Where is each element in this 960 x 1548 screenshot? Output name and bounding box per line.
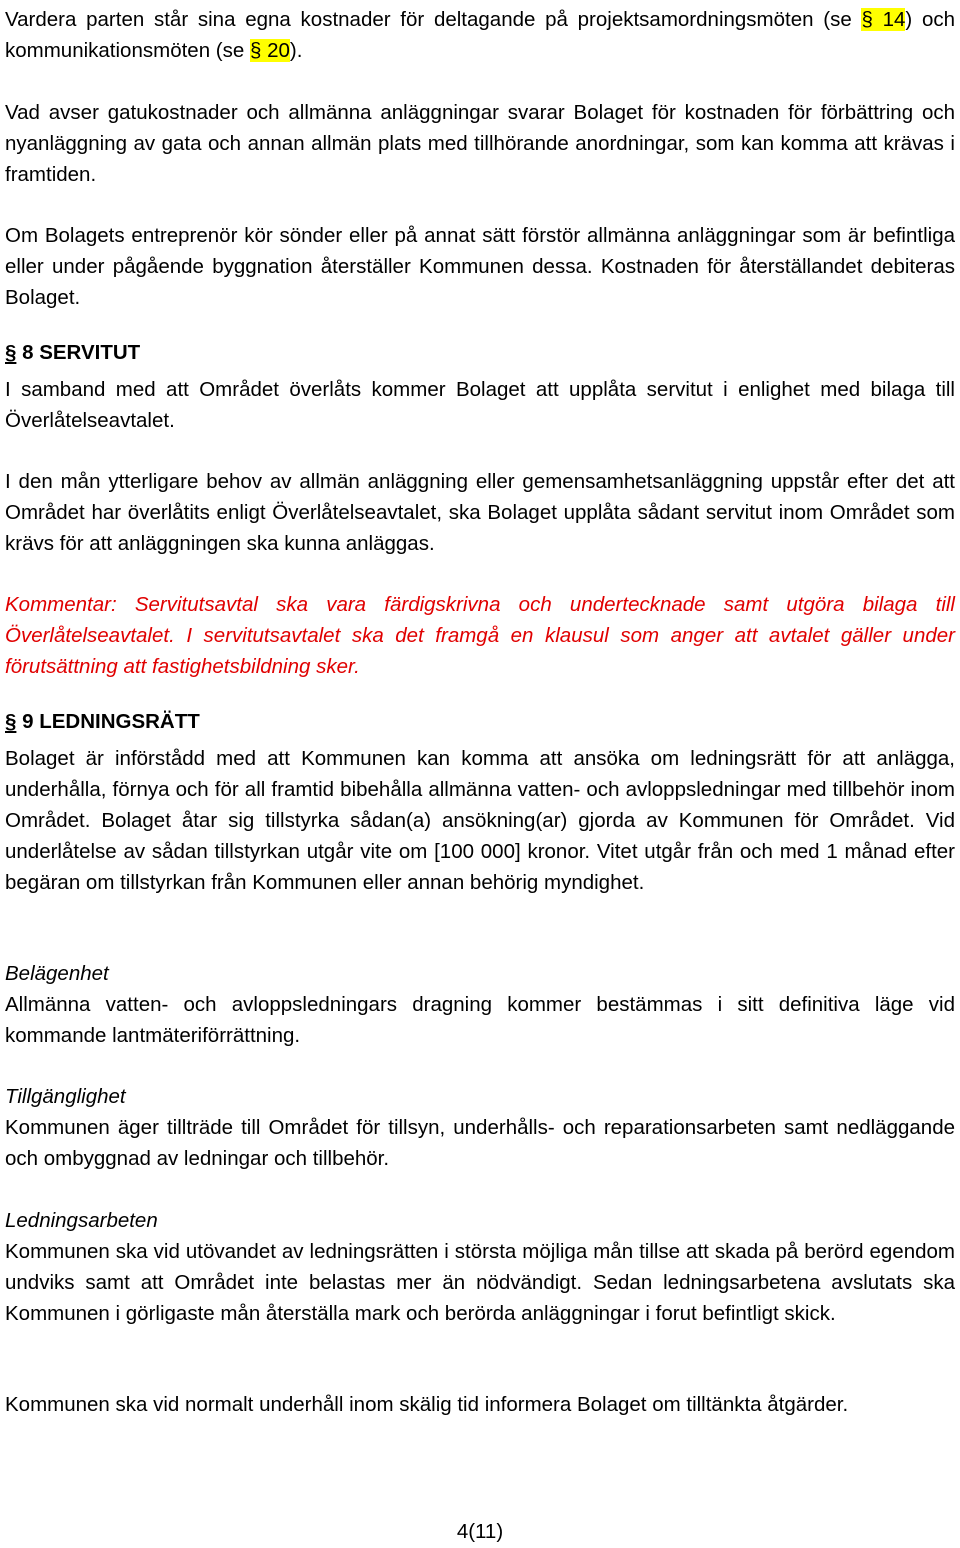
paragraph-text: ) och kommunikationsmöten (se xyxy=(5,8,955,62)
paragraph-servitude-grant: I samband med att Området överlåts kommer Bolaget att upplåta servitut i enlighet med bilaga till Överlåtelseavtalet. xyxy=(5,378,955,432)
subheading-access: Tillgänglighet xyxy=(5,1085,126,1108)
section-heading-8 xyxy=(5,337,140,368)
section-symbol: § xyxy=(5,710,17,733)
paragraph-additional-servitude: I den mån ytterligare behov av allmän anläggning eller gemensamhetsanläggning uppstår efter det att Området har överlåtits enligt Överlåtelseavtalet, ska Bolaget upplåta sådant servitut inom Området som krävs för att anläggningen ska kunna anläggas. xyxy=(5,470,955,555)
section-symbol: § xyxy=(5,341,17,364)
paragraph-notification: Kommunen ska vid normalt underhåll inom skälig tid informera Bolaget om tilltänkta åtgärder. xyxy=(5,1393,849,1416)
page-number: 4(11) xyxy=(456,1520,504,1543)
paragraph-pipe-work: Kommunen ska vid utövandet av ledningsrätten i största möjliga mån tillse att skada på berörd egendom undviks samt att Området inte belastas mer än nödvändigt. Sedan ledningsarbetena avslutats ska Kommunen i görligaste mån återställa mark och berörda anläggningar i forut befintligt skick. xyxy=(5,1240,955,1325)
section-heading-9 xyxy=(5,706,200,737)
subheading-pipe-work: Ledningsarbeten xyxy=(5,1209,158,1232)
comment-note: Kommentar: Servitutsavtal ska vara färdigskrivna och undertecknade samt utgöra bilaga till Överlåtelseavtalet. I servitutsavtalet ska det framgå en klausul som anger att avtalet gäller under förutsättning att fastighetsbildning sker. xyxy=(5,593,955,678)
paragraph-location: Allmänna vatten- och avloppsledningars dragning kommer bestämmas i sitt definitiva läge vid kommande lantmäteriförrättning. xyxy=(5,993,955,1047)
section-reference-20[interactable]: § 20 xyxy=(249,39,290,62)
section-title: 8 SERVITUT xyxy=(22,341,141,364)
paragraph-access: Kommunen äger tillträde till Området för tillsyn, underhålls- och reparationsarbeten samt nedläggande och ombyggnad av ledningar och tillbehör. xyxy=(5,1116,955,1170)
paragraph-street-costs: Vad avser gatukostnader och allmänna anläggningar svarar Bolaget för kostnaden för förbättring och nyanläggning av gata och annan allmän plats med tillhörande anordningar, som kan komma att krävas i framtiden. xyxy=(5,101,955,186)
subheading-location: Belägenhet xyxy=(5,962,109,985)
section-title: 9 LEDNINGSRÄTT xyxy=(22,710,200,733)
paragraph-text: ). xyxy=(289,39,303,62)
section-reference-14[interactable]: § 14 xyxy=(861,8,906,31)
paragraph-meetings-costs xyxy=(5,4,955,66)
paragraph-contractor-damage: Om Bolagets entreprenör kör sönder eller på annat sätt förstör allmänna anläggningar som är befintliga eller under pågående byggnation återställer Kommunen dessa. Kostnaden för återställandet debiteras Bolaget. xyxy=(5,224,955,309)
paragraph-text: Vardera parten står sina egna kostnader för deltagande på projektsamordningsmöten (se xyxy=(5,8,862,31)
paragraph-utility-easement: Bolaget är införstådd med att Kommunen kan komma att ansöka om ledningsrätt för att anlägga, underhålla, förnya och för all framtid bibehålla allmänna vatten- och avloppsledningar med tillbehör inom Området. Bolaget åtar sig tillstyrka sådan(a) ansökning(ar) gjorda av Kommunen för Området. Vid underlåtelse av sådan tillstyrkan utgår vite om [100 000] kronor. Vitet utgår från och med 1 månad efter begäran om tillstyrkan från Kommunen eller annan behörig myndighet. xyxy=(5,747,955,894)
